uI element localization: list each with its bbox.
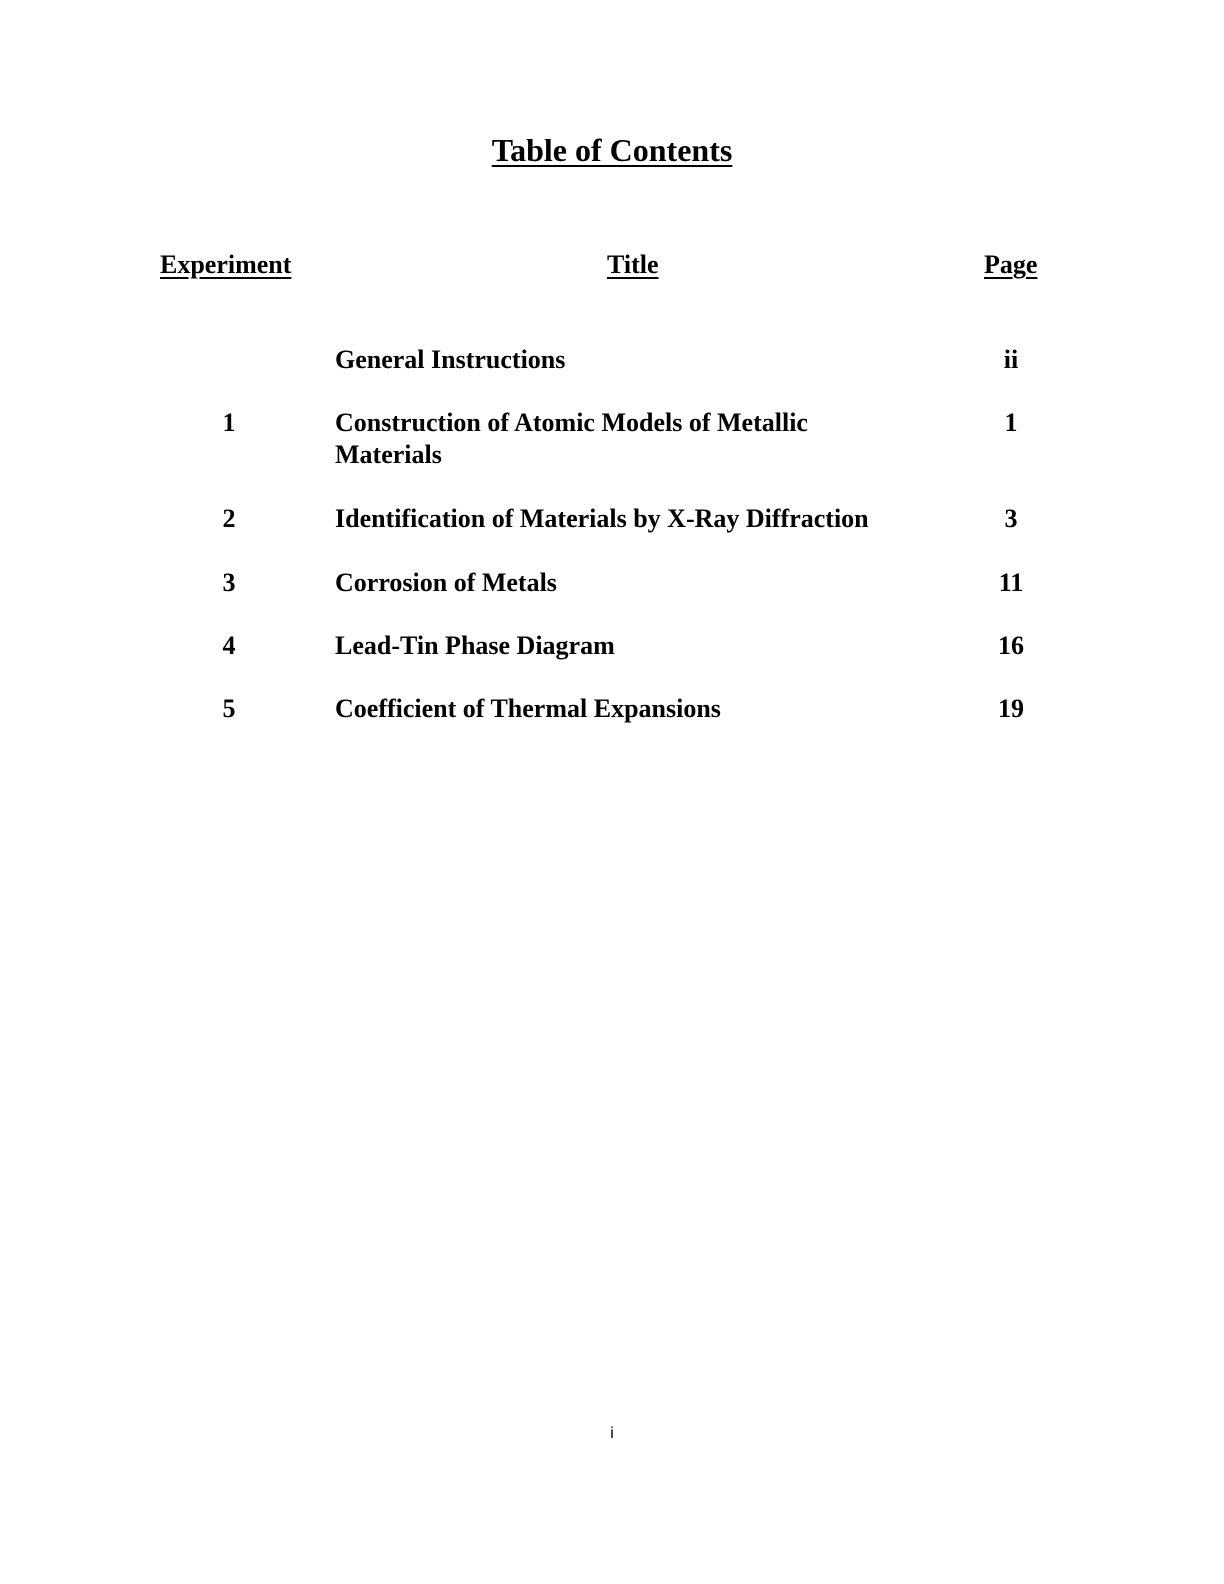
toc-entry-experiment: 4 [222, 631, 236, 660]
column-header-experiment: Experiment [160, 250, 292, 279]
toc-entry-page: 16 [998, 631, 1024, 660]
column-header-page: Page [984, 250, 1038, 279]
toc-entry-experiment: 3 [222, 568, 236, 597]
column-header-title: Title [607, 250, 659, 279]
toc-entry-page: 19 [998, 694, 1024, 723]
page-number: i [610, 1425, 614, 1442]
toc-entry-title: Construction of Atomic Models of Metallic Materials [335, 408, 808, 469]
toc-entry-experiment: 2 [222, 504, 236, 533]
toc-entry-title: Identification of Materials by X-Ray Diffraction [335, 504, 869, 533]
page-title [0, 130, 1224, 170]
toc-entry-page: 1 [1004, 408, 1018, 437]
toc-entry-page: 11 [998, 568, 1024, 597]
toc-entry-title: Corrosion of Metals [335, 568, 557, 597]
toc-entry-title: Coefficient of Thermal Expansions [335, 694, 721, 723]
toc-entry-title: General Instructions [335, 345, 566, 374]
toc-entry-experiment: 1 [222, 408, 236, 437]
toc-entry-page: ii [1003, 345, 1019, 374]
page-title-text: Table of Contents [491, 132, 733, 168]
toc-entry-title: Lead-Tin Phase Diagram [335, 631, 615, 660]
toc-entry-page: 3 [1004, 504, 1018, 533]
toc-entry-experiment: 5 [222, 694, 236, 723]
